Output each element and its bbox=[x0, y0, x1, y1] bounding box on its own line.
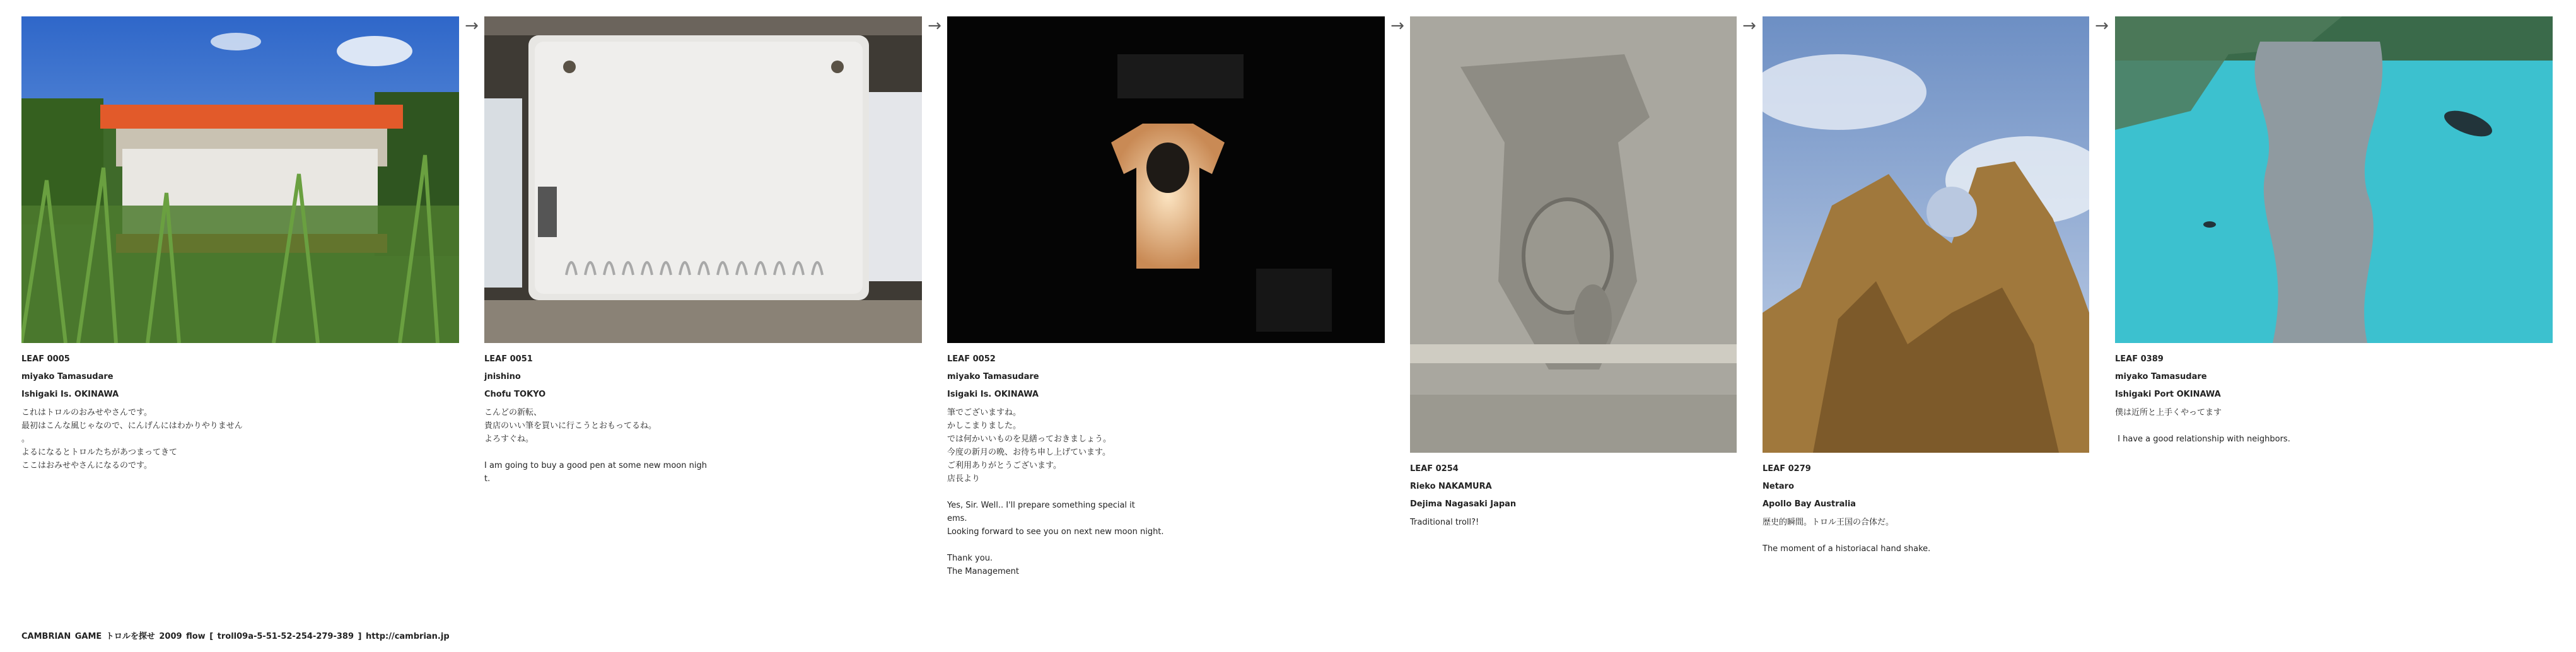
comment-paragraph: 歴史的瞬間。トロル王国の合体だ。 bbox=[1763, 518, 1894, 527]
leaf-card-0254 bbox=[1410, 16, 1737, 542]
leaf-card-0389 bbox=[2115, 16, 2553, 459]
leaf-code[interactable]: LEAF 0052 bbox=[947, 354, 996, 364]
comment-paragraph: I have a good relationship with neighbors. bbox=[2115, 434, 2290, 444]
leaf-code[interactable]: LEAF 0254 bbox=[1410, 464, 1459, 474]
arrow-right-icon: → bbox=[465, 16, 479, 35]
comment-paragraph: Yes, Sir. Well.. I'll prepare something special it ems. Looking forward to see you on next new moon night. bbox=[947, 501, 1164, 537]
leaf-comment bbox=[2115, 406, 2553, 446]
comment-paragraph: I am going to buy a good pen at some new moon nigh t. bbox=[484, 461, 707, 484]
leaf-comment bbox=[947, 406, 1385, 578]
leaf-code[interactable]: LEAF 0051 bbox=[484, 354, 533, 364]
comment-paragraph: Thank you. The Management bbox=[947, 554, 1019, 576]
leaf-card-0051 bbox=[484, 16, 922, 499]
leaf-comment bbox=[1410, 516, 1737, 529]
leaf-comment bbox=[1763, 516, 2089, 556]
comment-paragraph: The moment of a historiacal hand shake. bbox=[1763, 544, 1931, 554]
leaf-user[interactable]: Netaro bbox=[1763, 482, 1795, 491]
game-link[interactable]: CAMBRIAN GAME bbox=[21, 632, 102, 641]
rock-photo[interactable] bbox=[1763, 16, 2089, 453]
kiosk-photo[interactable] bbox=[21, 16, 459, 343]
leaf-card-0279 bbox=[1763, 16, 2089, 569]
comment-paragraph: こんどの新転、 貴店のいい筆を買いに行こうとおもってるね。 よろすぐね。 bbox=[484, 408, 657, 444]
comment-paragraph: Traditional troll?! bbox=[1410, 518, 1479, 527]
underwater-photo[interactable] bbox=[2115, 16, 2553, 343]
site-link[interactable]: http://cambrian.jp bbox=[366, 632, 450, 641]
tshirt-photo[interactable] bbox=[947, 16, 1385, 343]
leaf-place: Ishigaki Port OKINAWA bbox=[2115, 390, 2221, 399]
leaf-user[interactable]: jnishino bbox=[484, 372, 521, 381]
leaf-comment bbox=[21, 406, 459, 472]
comment-paragraph: 僕は近所と上手くやってます bbox=[2115, 408, 2222, 417]
page-footer bbox=[21, 629, 450, 641]
leaf-user[interactable]: miyako Tamasudare bbox=[947, 372, 1039, 381]
leaf-code[interactable]: LEAF 0279 bbox=[1763, 464, 1811, 474]
comment-paragraph: これはトロルのおみせやさんです。 最初はこんな風じゃなので、にんげんにはわかりやりません 。 よるになるとトロルたちがあつまってきて ここはおみせやさんになるのです。 bbox=[21, 408, 243, 470]
arrow-right-icon: → bbox=[2095, 16, 2109, 35]
leaf-place: Dejima Nagasaki Japan bbox=[1410, 499, 1517, 509]
arrow-right-icon: → bbox=[928, 16, 941, 35]
leaf-comment bbox=[484, 406, 922, 486]
leaf-place: Apollo Bay Australia bbox=[1763, 499, 1856, 509]
leaf-place: Chofu TOKYO bbox=[484, 390, 546, 399]
arrow-right-icon: → bbox=[1390, 16, 1404, 35]
leaf-code[interactable]: LEAF 0389 bbox=[2115, 354, 2164, 364]
leaf-card-0052 bbox=[947, 16, 1385, 591]
leaf-place: Isigaki Is. OKINAWA bbox=[947, 390, 1039, 399]
stone-photo[interactable] bbox=[1410, 16, 1737, 453]
leaf-user[interactable]: miyako Tamasudare bbox=[21, 372, 114, 381]
leaf-place: Ishigaki Is. OKINAWA bbox=[21, 390, 119, 399]
leaf-card-0005 bbox=[21, 16, 459, 486]
notebook-photo[interactable] bbox=[484, 16, 922, 343]
arrow-right-icon: → bbox=[1742, 16, 1756, 35]
comment-paragraph: 筆でございますね。 かしこまりました。 では何かいいものを見繕っておきましょう。 今度の新月の晩、お待ち申し上げています。 ご利用ありがとうございます。 店長より bbox=[947, 408, 1112, 484]
leaf-user[interactable]: miyako Tamasudare bbox=[2115, 372, 2207, 381]
flow-id: flow [ troll09a-5-51-52-254-279-389 ] bbox=[186, 632, 362, 641]
game-title: トロルを探せ 2009 bbox=[105, 632, 182, 641]
leaf-user[interactable]: Rieko NAKAMURA bbox=[1410, 482, 1492, 491]
leaf-code[interactable]: LEAF 0005 bbox=[21, 354, 70, 364]
